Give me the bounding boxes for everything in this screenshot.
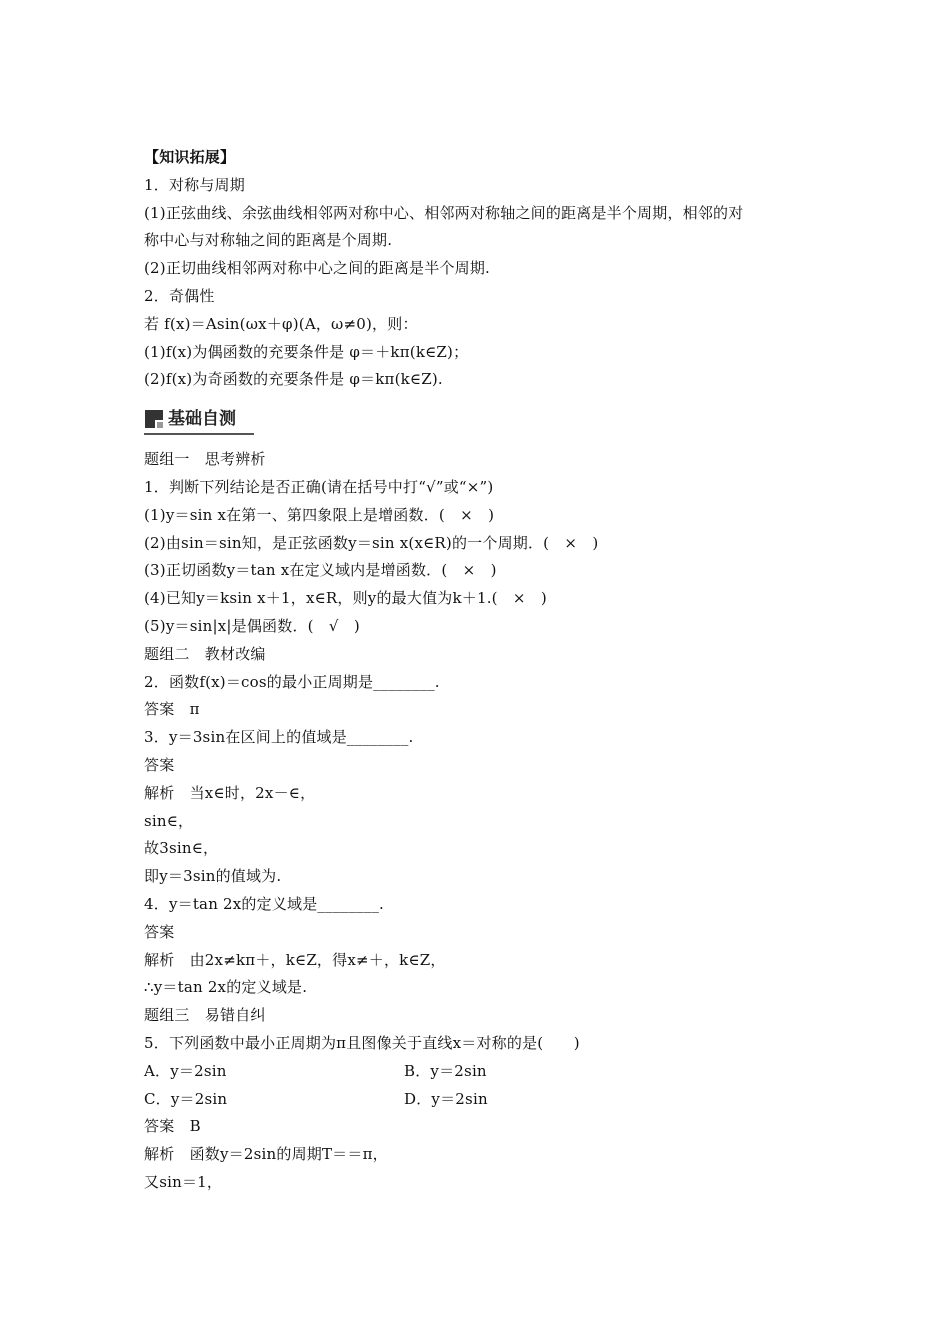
knowledge-line: 称中心与对称轴之间的距离是个周期. <box>144 231 393 250</box>
exercise-line: 1．判断下列结论是否正确(请在括号中打“√”或“×”) <box>144 477 494 496</box>
knowledge-line: 1．对称与周期 <box>144 175 245 194</box>
knowledge-heading: 【知识拓展】 <box>144 148 236 166</box>
exercise-line: 题组三 易错自纠 <box>144 1006 266 1025</box>
option-a: A．y＝2sin <box>144 1061 227 1080</box>
square-corner-icon <box>145 410 163 428</box>
exercise-line: 题组二 教材改编 <box>144 644 266 663</box>
knowledge-line: (2)正切曲线相邻两对称中心之间的距离是半个周期. <box>144 259 491 278</box>
exercise-line: (2)由sin＝sin知，是正弦函数y＝sin x(x∈R)的一个周期．( × ) <box>144 533 599 552</box>
section-title: 基础自测 <box>168 409 236 430</box>
exercise-line: (3)正切函数y＝tan x在定义域内是增函数．( × ) <box>144 561 497 580</box>
document-page <box>144 144 824 1197</box>
exercise-line: 4．y＝tan 2x的定义域是________. <box>144 894 384 913</box>
exercise-line: (4)已知y＝ksin x＋1，x∈R，则y的最大值为k＋1.( × ) <box>144 589 547 608</box>
exercise-line: (5)y＝sin|x|是偶函数．( √ ) <box>144 616 360 635</box>
knowledge-line: (1)正弦曲线、余弦曲线相邻两对称中心、相邻两对称轴之间的距离是半个周期，相邻的对 <box>144 203 744 222</box>
exercise-line: sin∈， <box>144 811 194 830</box>
exercise-line: 即y＝3sin的值域为. <box>144 867 282 886</box>
exercise-line: 故3sin∈， <box>144 839 219 858</box>
exercise-line: 答案 <box>144 755 175 774</box>
exercise-line: 答案 π <box>144 700 200 719</box>
exercise-line: 解析 函数y＝2sin的周期T＝＝π， <box>144 1145 388 1164</box>
exercise-line: (1)y＝sin x在第一、第四象限上是增函数．( × ) <box>144 505 495 524</box>
knowledge-line: (1)f(x)为偶函数的充要条件是 φ＝＋kπ(k∈Z)； <box>144 342 469 361</box>
section-banner <box>144 402 824 440</box>
exercise-line: 又sin＝1， <box>144 1172 223 1191</box>
option-d: D．y＝2sin <box>404 1089 488 1108</box>
exercise-line: 解析 由2x≠kπ＋，k∈Z，得x≠＋，k∈Z， <box>144 950 446 969</box>
options-row <box>144 1086 824 1114</box>
knowledge-line: (2)f(x)为奇函数的充要条件是 φ＝kπ(k∈Z). <box>144 370 443 389</box>
exercise-line: 2．函数f(x)＝cos的最小正周期是________. <box>144 672 440 691</box>
option-c: C．y＝2sin <box>144 1089 228 1108</box>
exercise-line: 3．y＝3sin在区间上的值域是________. <box>144 728 414 747</box>
exercise-line: 解析 当x∈时，2x－∈， <box>144 783 316 802</box>
exercise-line: 5．下列函数中最小正周期为π且图像关于直线x＝对称的是( ) <box>144 1033 580 1052</box>
options-row <box>144 1058 824 1086</box>
exercise-line: 答案 <box>144 922 175 941</box>
exercise-line: 答案 B <box>144 1117 201 1136</box>
knowledge-line: 2．奇偶性 <box>144 286 215 305</box>
exercise-line: ∴y＝tan 2x的定义域是. <box>144 978 308 997</box>
section-underline <box>144 433 254 435</box>
option-b: B．y＝2sin <box>404 1061 487 1080</box>
knowledge-line: 若 f(x)＝Asin(ωx＋φ)(A，ω≠0)，则： <box>144 314 418 333</box>
exercise-line: 题组一 思考辨析 <box>144 450 266 469</box>
